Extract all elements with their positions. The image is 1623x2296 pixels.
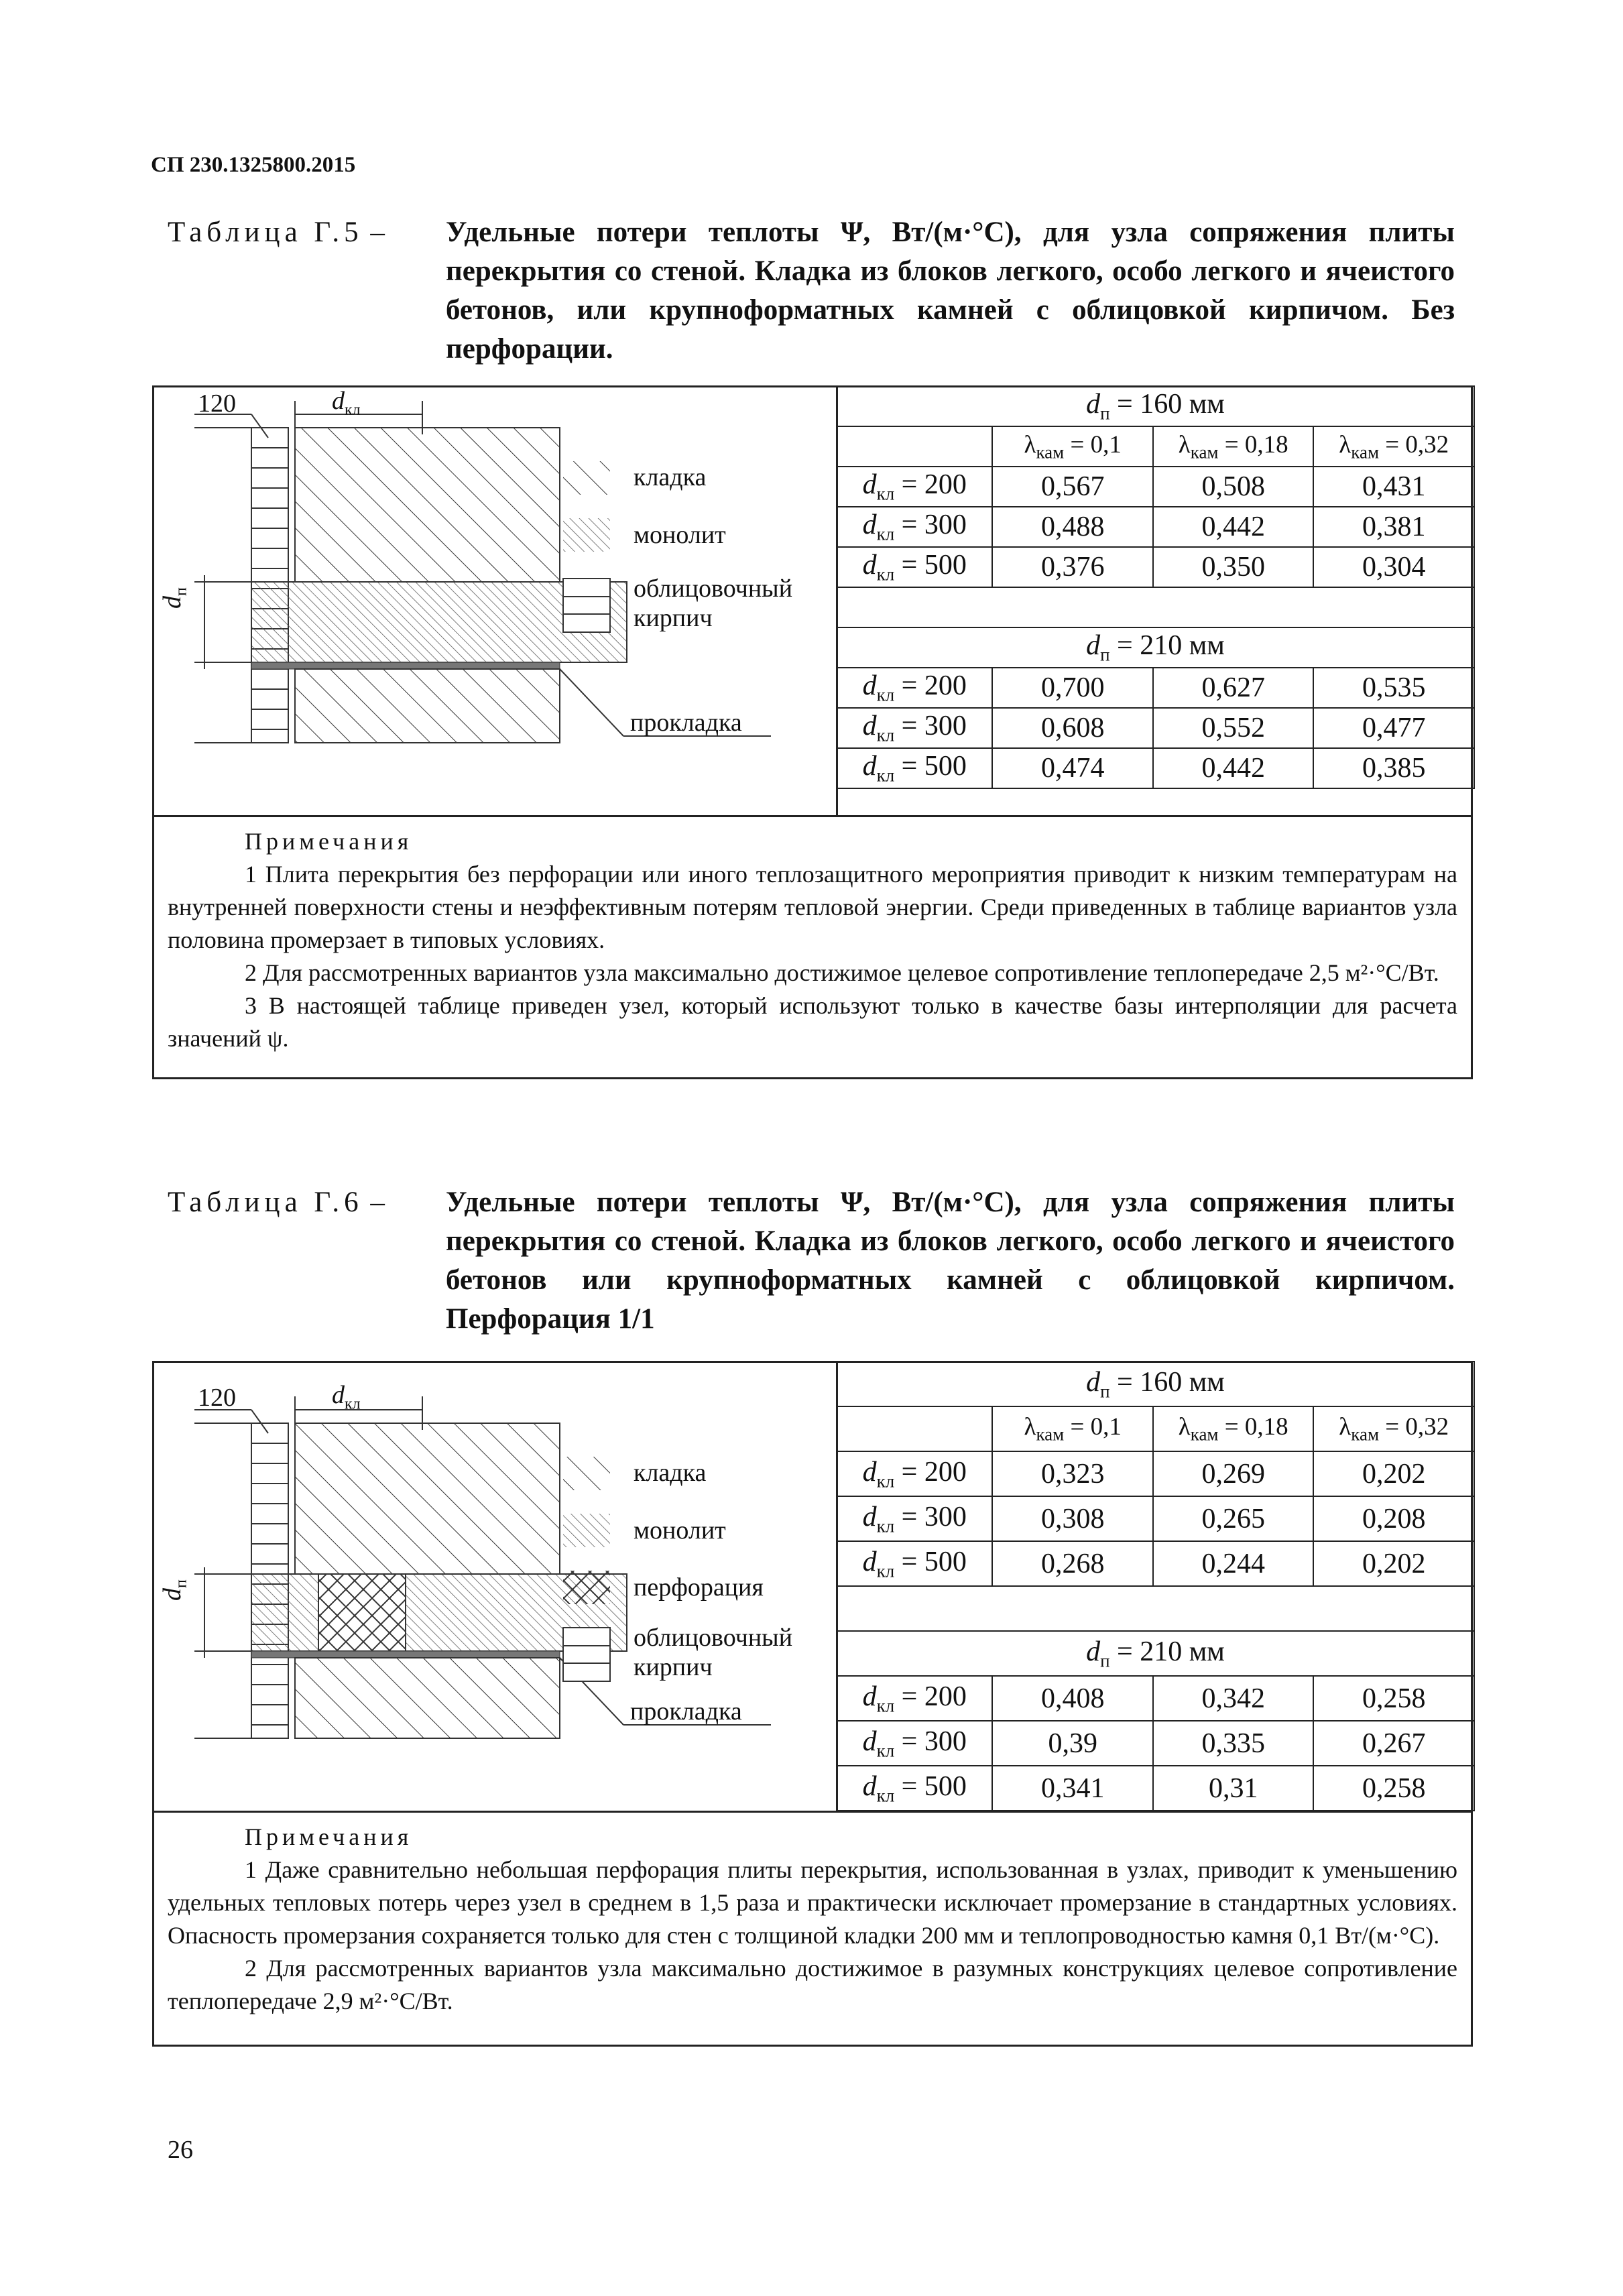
legend-brick-2: кирпич <box>634 604 713 632</box>
masonry-lower <box>295 1658 560 1738</box>
value-cell: 0,323 <box>992 1451 1153 1496</box>
dim-dp: $d_п$ <box>158 587 190 609</box>
value-cell: 0,265 <box>1153 1496 1314 1541</box>
legend-masonry: кладка <box>634 1459 707 1487</box>
value-cell: 0,408 <box>992 1676 1153 1721</box>
document-code: СП 230.1325800.2015 <box>151 153 356 177</box>
pad-label: прокладка <box>630 709 742 737</box>
table-row <box>837 1362 1474 1406</box>
value-cell: 0,39 <box>992 1721 1153 1766</box>
table-row <box>837 1451 1474 1496</box>
note-1: 1 Даже сравнительно небольшая перфорация плиты перекрытия, использованная в узлах, приводит к уменьшению удельных тепловых потерь через узел в среднем в 1,5 раза и практически исключает промерзание в стандартных условиях. Опасность промерзания сохраняется только для стен с толщиной кладки 200 мм и теплопроводностью камня 0,1 Вт/(м·°С). <box>168 1856 1457 1949</box>
value-cell: 0,202 <box>1313 1451 1474 1496</box>
value-cell: 0,474 <box>992 748 1153 788</box>
table-row <box>837 748 1474 788</box>
table-row <box>837 1766 1474 1811</box>
legend-monolith: монолит <box>634 521 726 549</box>
legend-brick-1: облицовочный <box>634 1624 793 1652</box>
dim-dp: $d_п$ <box>158 1579 190 1601</box>
table-g5 <box>152 385 1473 1079</box>
page-number: 26 <box>168 2136 193 2164</box>
value-cell: 0,567 <box>992 467 1153 507</box>
lambda-header: $\lambda_{кам} = 0,32$ <box>1313 1406 1474 1451</box>
table-row <box>837 467 1474 507</box>
dkl-label: $d_{кл} = 300$ <box>837 1496 992 1541</box>
dim-120: 120 <box>198 1384 236 1412</box>
legend-masonry-swatch <box>563 1457 610 1490</box>
legend-monolith: монолит <box>634 1516 726 1545</box>
legend-brick-swatch <box>563 1628 610 1681</box>
legend-brick-1: облицовочный <box>634 575 793 603</box>
table-row <box>837 668 1474 708</box>
masonry-upper <box>295 428 560 582</box>
caption-text: Удельные потери теплоты Ψ, Вт/(м·°С), для узла сопряжения плиты перекрытия со стеной. Кладка из блоков легкого, особо легкого и ячеистого бетонов, или крупноформатных камней с облицовкой кирпичом. Без перфорации. <box>446 217 1455 365</box>
node-diagram <box>154 1363 838 1812</box>
values-table-g5 <box>836 385 1475 789</box>
lambda-header: $\lambda_{кам} = 0,32$ <box>1313 426 1474 467</box>
table-row <box>837 426 1474 467</box>
value-cell: 0,535 <box>1313 668 1474 708</box>
dp-header: $d_п = 210$ мм <box>837 1631 1474 1676</box>
dim-dkl: $d_{кл}$ <box>332 1381 361 1413</box>
legend-masonry: кладка <box>634 463 707 491</box>
value-cell: 0,700 <box>992 668 1153 708</box>
dkl-label: $d_{кл} = 500$ <box>837 748 992 788</box>
legend-masonry-swatch <box>563 461 610 495</box>
value-cell: 0,350 <box>1153 547 1314 587</box>
value-cell: 0,381 <box>1313 507 1474 547</box>
values-table-g6 <box>836 1361 1475 1811</box>
value-cell: 0,304 <box>1313 547 1474 587</box>
notes-title: Примечания <box>245 1823 413 1850</box>
table-row <box>837 1496 1474 1541</box>
dkl-label: $d_{кл} = 200$ <box>837 467 992 507</box>
dkl-label: $d_{кл} = 500$ <box>837 1766 992 1811</box>
table-row <box>837 1721 1474 1766</box>
value-cell: 0,208 <box>1313 1496 1474 1541</box>
dkl-label: $d_{кл} = 500$ <box>837 547 992 587</box>
table-g6 <box>152 1361 1473 2047</box>
dkl-label: $d_{кл} = 200$ <box>837 1676 992 1721</box>
dkl-label: $d_{кл} = 200$ <box>837 668 992 708</box>
note-2: 2 Для рассмотренных вариантов узла максимально достижимое целевое сопротивление теплопередаче 2,5 м²·°С/Вт. <box>245 959 1439 986</box>
dkl-label: $d_{кл} = 300$ <box>837 507 992 547</box>
legend-brick-swatch <box>563 579 610 632</box>
value-cell: 0,385 <box>1313 748 1474 788</box>
caption-text: Удельные потери теплоты Ψ, Вт/(м·°С), для узла сопряжения плиты перекрытия со стеной. Кладка из блоков легкого, особо легкого и ячеистого бетонов или крупноформатных камней с облицовкой кирпичом. Перфорация 1/1 <box>446 1187 1455 1335</box>
table-row <box>837 708 1474 748</box>
legend-brick-2: кирпич <box>634 1653 713 1681</box>
notes-g6 <box>154 1811 1471 2025</box>
legend-monolith-swatch <box>563 518 610 552</box>
value-cell: 0,431 <box>1313 467 1474 507</box>
caption-lead: Таблица Г.5 <box>168 217 363 248</box>
table-row <box>837 627 1474 668</box>
value-cell: 0,627 <box>1153 668 1314 708</box>
legend-perforation: перфорация <box>634 1573 764 1602</box>
masonry-lower <box>295 669 560 743</box>
caption-lead: Таблица Г.6 <box>168 1187 363 1218</box>
table-row <box>837 587 1474 627</box>
legend-perforation-swatch <box>563 1571 610 1604</box>
value-cell: 0,608 <box>992 708 1153 748</box>
notes-title: Примечания <box>245 828 413 855</box>
value-cell: 0,258 <box>1313 1676 1474 1721</box>
value-cell: 0,267 <box>1313 1721 1474 1766</box>
note-1: 1 Плита перекрытия без перфорации или иного теплозащитного мероприятия приводит к низким температурам на внутренней поверхности стены и неэффективным потерям тепловой энергии. Среди приведенных в таблице вариантов узла половина промерзает в типовых условиях. <box>168 861 1457 953</box>
value-cell: 0,342 <box>1153 1676 1314 1721</box>
dp-header: $d_п = 210$ мм <box>837 627 1474 668</box>
pad-strip <box>251 1651 560 1658</box>
dim-dkl: $d_{кл}$ <box>332 387 361 419</box>
value-cell: 0,202 <box>1313 1541 1474 1586</box>
pad-label: прокладка <box>630 1697 742 1726</box>
dkl-label: $d_{кл} = 200$ <box>837 1451 992 1496</box>
lambda-header: $\lambda_{кам} = 0,1$ <box>992 426 1153 467</box>
value-cell: 0,488 <box>992 507 1153 547</box>
dp-header: $d_п = 160$ мм <box>837 386 1474 426</box>
table-row <box>837 1586 1474 1631</box>
table-row <box>837 1631 1474 1676</box>
note-3: 3 В настоящей таблице приведен узел, который используют только в качестве базы интерполяции для расчета значений ψ. <box>168 992 1457 1052</box>
value-cell: 0,335 <box>1153 1721 1314 1766</box>
table-row <box>837 386 1474 426</box>
value-cell: 0,442 <box>1153 748 1314 788</box>
dkl-label: $d_{кл} = 500$ <box>837 1541 992 1586</box>
table-row <box>837 1541 1474 1586</box>
dkl-label: $d_{кл} = 300$ <box>837 1721 992 1766</box>
table-row <box>837 1406 1474 1451</box>
value-cell: 0,508 <box>1153 467 1314 507</box>
value-cell: 0,269 <box>1153 1451 1314 1496</box>
perforation <box>318 1574 406 1651</box>
table-row <box>837 547 1474 587</box>
note-2: 2 Для рассмотренных вариантов узла максимально достижимое в разумных конструкциях целевое сопротивление теплопередаче 2,9 м²·°С/Вт. <box>168 1955 1457 2014</box>
notes-g5 <box>154 815 1471 1062</box>
value-cell: 0,308 <box>992 1496 1153 1541</box>
lambda-header: $\lambda_{кам} = 0,18$ <box>1153 426 1314 467</box>
value-cell: 0,552 <box>1153 708 1314 748</box>
table-row <box>837 1676 1474 1721</box>
value-cell: 0,244 <box>1153 1541 1314 1586</box>
dp-header: $d_п = 160$ мм <box>837 1362 1474 1406</box>
value-cell: 0,477 <box>1313 708 1474 748</box>
value-cell: 0,268 <box>992 1541 1153 1586</box>
masonry-upper <box>295 1423 560 1574</box>
lambda-header: $\lambda_{кам} = 0,18$ <box>1153 1406 1314 1451</box>
legend-monolith-swatch <box>563 1514 610 1547</box>
value-cell: 0,376 <box>992 547 1153 587</box>
node-diagram <box>154 387 838 817</box>
table-row <box>837 507 1474 547</box>
value-cell: 0,442 <box>1153 507 1314 547</box>
dkl-label: $d_{кл} = 300$ <box>837 708 992 748</box>
value-cell: 0,31 <box>1153 1766 1314 1811</box>
value-cell: 0,341 <box>992 1766 1153 1811</box>
lambda-header: $\lambda_{кам} = 0,1$ <box>992 1406 1153 1451</box>
dim-120: 120 <box>198 389 236 418</box>
value-cell: 0,258 <box>1313 1766 1474 1811</box>
pad-strip <box>251 662 560 669</box>
